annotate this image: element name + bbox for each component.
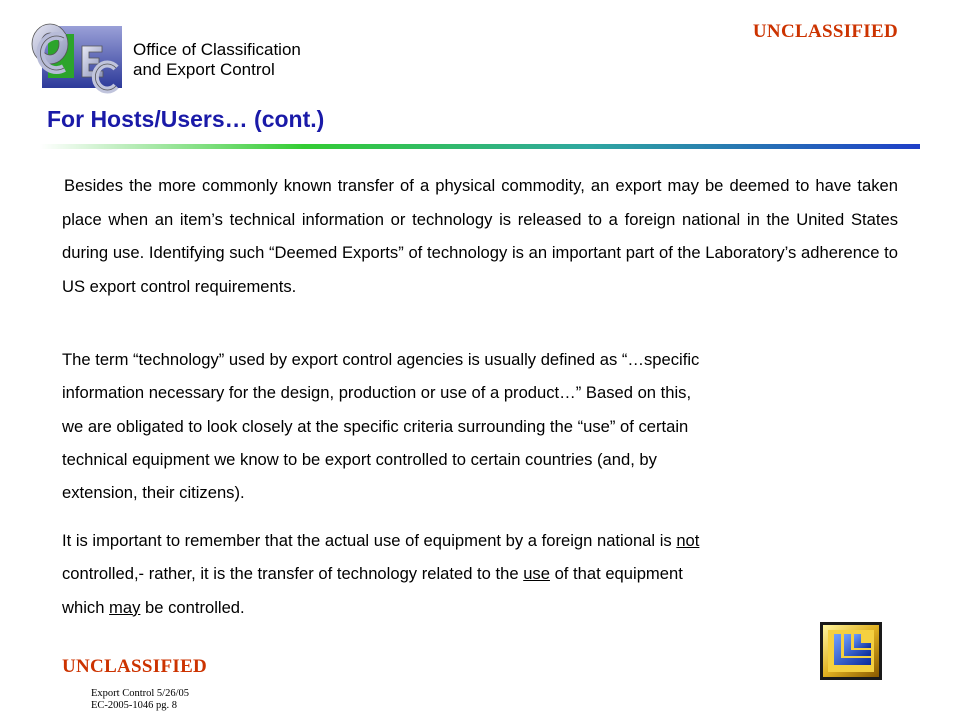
p2-line: The term “technology” used by export control agencies is usually defined as “…specific: [62, 350, 700, 369]
p3-text: which: [62, 597, 110, 617]
footer-reference: [91, 688, 189, 712]
p2-line: extension, their citizens).: [62, 483, 245, 503]
org-name-line1: Office of Classification: [133, 40, 301, 59]
classification-marking-bottom: UNCLASSIFIED: [62, 656, 208, 677]
p2-line: information necessary for the design, production or use of a product…” Based on this,: [62, 383, 692, 403]
paragraph-deemed-exports: Besides the more commonly known transfer of a physical commodity, an export may be deemed to have taken place when an item’s technical information or technology is released to a foreign national in the United States during use. Identifying such “Deemed Exports” of technology is an important part of the Laboratory’s adherence to US export control requirements.: [62, 176, 898, 296]
underlined-may: may: [109, 597, 141, 617]
p3-text: be controlled.: [140, 597, 245, 617]
paragraph-use-not-controlled: [62, 524, 898, 624]
underlined-use: use: [523, 564, 550, 584]
paragraph-technology-definition: [62, 343, 898, 509]
underlined-not: not: [676, 531, 700, 550]
slide-title: For Hosts/Users… (cont.): [47, 106, 325, 132]
lab-logo: [820, 622, 882, 680]
organization-name: [133, 40, 301, 80]
title-divider: [40, 144, 920, 149]
classification-marking-top: UNCLASSIFIED: [752, 21, 898, 42]
p2-line: technical equipment we know to be export controlled to certain countries (and, by: [62, 449, 657, 469]
p3-text: It is important to remember that the actual use of equipment by a foreign national is: [62, 531, 677, 550]
footer-line1: Export Control 5/26/05: [91, 688, 189, 699]
org-name-line2: and Export Control: [133, 60, 275, 79]
p2-line: we are obligated to look closely at the specific criteria surrounding the “use” of certain: [62, 416, 689, 436]
ocec-logo: [30, 16, 126, 94]
p3-text: of that equipment: [549, 564, 683, 584]
footer-line2: EC-2005-1046 pg. 8: [91, 700, 178, 711]
p3-text: controlled,- rather, it is the transfer of technology related to the: [62, 564, 524, 584]
